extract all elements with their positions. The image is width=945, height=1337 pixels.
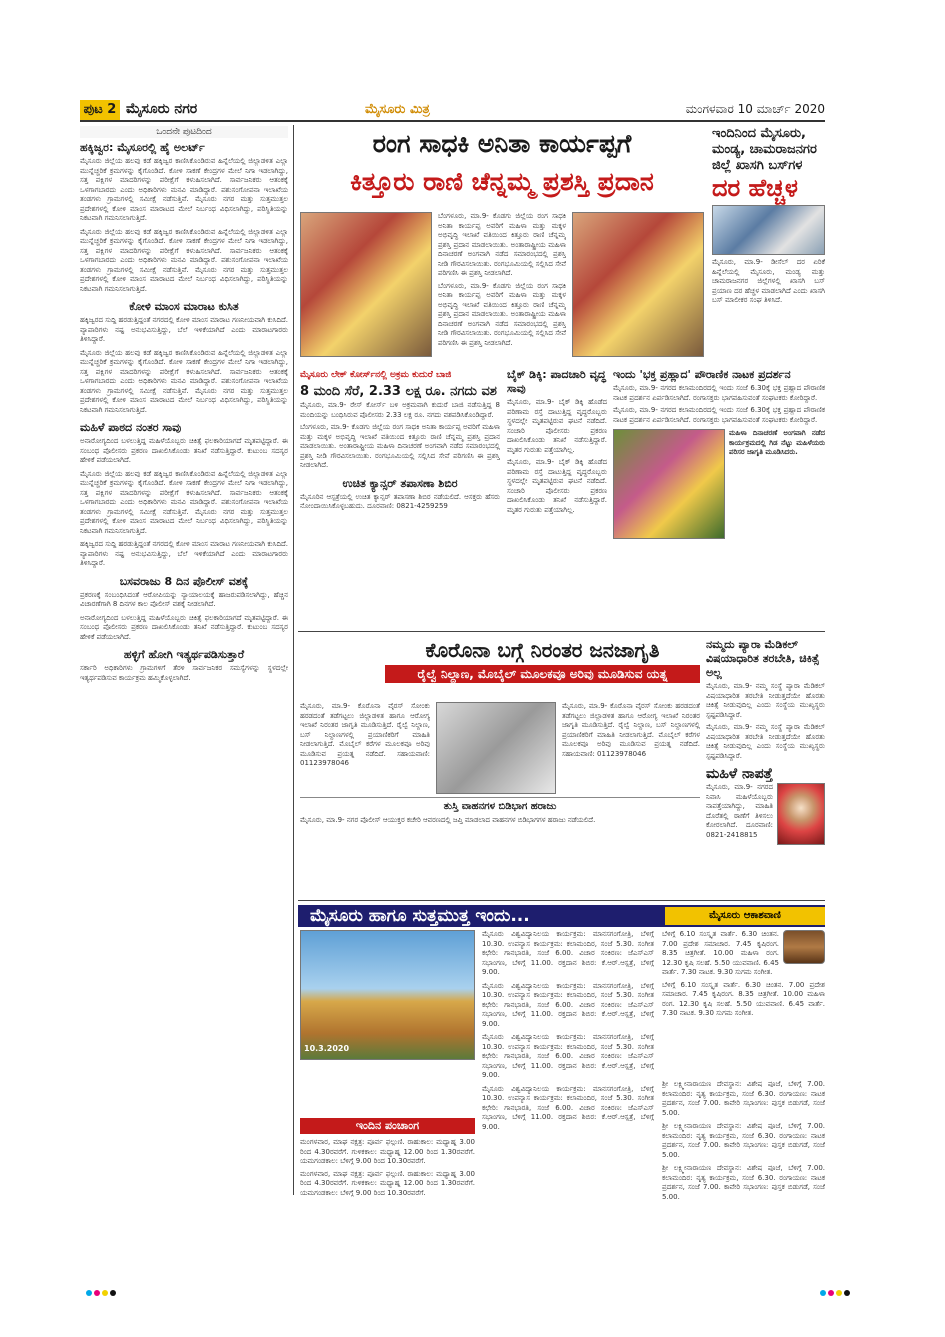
newspaper-page (80, 80, 825, 1250)
section-name: ಮೈಸೂರು ನಗರ (126, 101, 198, 117)
masthead (80, 100, 825, 122)
right-events-column (662, 1080, 825, 1230)
article-body: ಮೈಸೂರು, ಮಾ.9- ನಗರ ಪೊಲೀಸ್ ಆಯುಕ್ತರ ಕಚೇರಿ ಆವರಣದಲ್ಲಿ ಜಪ್ತಿ ಮಾಡಲಾದ ವಾಹನಗಳ ಬಿಡಿಭಾಗಗಳ ಹರಾಜು ನಡೆಯಲಿದೆ. (300, 816, 596, 824)
article-body: ಮೈಸೂರು, ಮಾ.9- ನಗರದ ಕಲಾಮಂದಿರದಲ್ಲಿ ಇಂದು ಸಂಜೆ 6.30ಕ್ಕೆ ಭಕ್ತ ಪ್ರಹ್ಲಾದ ಪೌರಾಣಿಕ ನಾಟಕ ಪ್ರದರ್ಶನ ಏರ್ಪಡಿಸಲಾಗಿದೆ. ರಂಗಾಸಕ್ತರು ಭಾಗವಹಿಸುವಂತೆ ಸಂಘಟಕರು ಕೋರಿದ್ದಾರೆ. (613, 406, 825, 424)
corona-article (300, 702, 700, 897)
awareness-photo (436, 702, 556, 794)
article-body: ಹಕ್ಕಿಜ್ವರದ ಸುದ್ದಿ ಹರಡುತ್ತಿದ್ದಂತೆ ನಗರದಲ್ಲಿ ಕೋಳಿ ಮಾಂಸ ಮಾರಾಟ ಗಣನೀಯವಾಗಿ ಕುಸಿದಿದೆ. ವ್ಯಾಪಾರಿಗಳು ನಷ್ಟ ಅನುಭವಿಸುತ್ತಿದ್ದು, ಬೆಲೆ ಇಳಿಕೆಯಾಗಿದೆ ಎಂದು ಮಾರಾಟಗಾರರು ತಿಳಿಸಿದ್ದಾರೆ. (80, 540, 288, 567)
bike-accident-headline: ಬೈಕ್ ಡಿಕ್ಕಿ: ಪಾದಚಾರಿ ವೃದ್ಧ ಸಾವು (507, 368, 606, 395)
article-body: ಮೈಸೂರು, ಮಾ.9- ನಮ್ಮ ಸಂಸ್ಥೆ ಪ್ಯಾರಾ ಮೆಡಿಕಲ್ ವಿಷಯಾಧಾರಿತ ತರಬೇತಿ ನೀಡುತ್ತದೆಯೇ ಹೊರತು ಚಿಕಿತ್ಸೆ ನೀಡುವುದಿಲ್ಲ ಎಂದು ಸಂಸ್ಥೆಯ ಮುಖ್ಯಸ್ಥರು ಸ್ಪಷ್ಟಪಡಿಸಿದ್ದಾರೆ. (706, 682, 825, 719)
lead-article (438, 212, 566, 357)
drama-headline: ಇಂದು 'ಭಕ್ತ ಪ್ರಹ್ಲಾದ' ಪೌರಾಣಿಕ ನಾಟಕ ಪ್ರದರ್ಶನ (613, 368, 791, 381)
bike-accident-article (507, 365, 607, 627)
article-body: ಮೈಸೂರು, ಮಾ.9- ಬೈಕ್ ಡಿಕ್ಕಿ ಹೊಡೆದ ಪರಿಣಾಮ ರಸ್ತೆ ದಾಟುತ್ತಿದ್ದ ವೃದ್ಧರೊಬ್ಬರು ಸ್ಥಳದಲ್ಲೇ ಮೃತಪಟ್ಟಿರುವ ಘಟನೆ ನಡೆದಿದೆ. ಸಂಚಾರಿ ಪೊಲೀಸರು ಪ್ರಕರಣ ದಾಖಲಿಸಿಕೊಂಡು ತನಿಖೆ ನಡೆಸುತ್ತಿದ್ದಾರೆ. ಮೃತರ ಗುರುತು ಪತ್ತೆಯಾಗಿಲ್ಲ. (507, 458, 607, 514)
award-winner-photo (572, 212, 704, 357)
headline-police-custody: ಬಸವರಾಜು 8 ದಿನ ಪೊಲೀಸ್ ವಶಕ್ಕೆ (119, 574, 249, 588)
article-body: ಮೈಸೂರು, ಮಾ.9- ಡೀಸೆಲ್ ದರ ಏರಿಕೆ ಹಿನ್ನೆಲೆಯಲ್ಲಿ ಮೈಸೂರು, ಮಂಡ್ಯ ಮತ್ತು ಚಾಮರಾಜನಗರ ಜಿಲ್ಲೆಗಳಲ್ಲಿ ಖಾಸಗಿ ಬಸ್ ಪ್ರಯಾಣ ದರ ಹೆಚ್ಚಳ ಮಾಡಲಾಗಿದೆ ಎಂದು ಖಾಸಗಿ ಬಸ್ ಮಾಲೀಕರ ಸಂಘ ತಿಳಿಸಿದೆ. (712, 258, 825, 304)
radio-schedule: ಬೆಳಿಗ್ಗೆ 6.10 ಸಂಸ್ಕೃತ ವಾರ್ತೆ. 6.30 ಚಿಂತನ. 7.00 ಪ್ರದೇಶ ಸಮಾಚಾರ. 7.45 ಕೃಷಿರಂಗ. 8.35 ಚಿತ್ರಗೀತೆ. 10.00 ಮಹಿಳಾ ರಂಗ. 12.30 ಕೃಷಿ ಸಲಹೆ. 5.50 ಯುವವಾಣಿ. 6.45 ವಾರ್ತೆ. 7.30 ನಾಟಕ. 9.30 ಸುಗಮ ಸಂಗೀತ. (662, 980, 825, 1017)
betting-article (300, 365, 500, 627)
medical-headline: ನಮ್ಮದು ಪ್ಯಾರಾ ಮೆಡಿಕಲ್ ವಿಷಯಾಧಾರಿತ ತರಬೇತಿ, ಚಿಕಿತ್ಸೆ ಅಲ್ಲ (706, 638, 820, 679)
article-body: ಮೈಸೂರು, ಮಾ.9- ನಗರದ ನಿವಾಸಿ ಮಹಿಳೆಯೊಬ್ಬರು ನಾಪತ್ತೆಯಾಗಿದ್ದು, ಮಾಹಿತಿ ದೊರೆತಲ್ಲಿ ಠಾಣೆಗೆ ತಿಳಿಸಲು ಕೋರಲಾಗಿದೆ. ದೂರವಾಣಿ: 0821-2418815 (706, 783, 773, 839)
article-body: ಮೈಸೂರು, ಮಾ.9- ಬೈಕ್ ಡಿಕ್ಕಿ ಹೊಡೆದ ಪರಿಣಾಮ ರಸ್ತೆ ದಾಟುತ್ತಿದ್ದ ವೃದ್ಧರೊಬ್ಬರು ಸ್ಥಳದಲ್ಲೇ ಮೃತಪಟ್ಟಿರುವ ಘಟನೆ ನಡೆದಿದೆ. ಸಂಚಾರಿ ಪೊಲೀಸರು ಪ್ರಕರಣ ದಾಖಲಿಸಿಕೊಂಡು ತನಿಖೆ ನಡೆಸುತ್ತಿದ್ದಾರೆ. ಮೃತರ ಗುರುತು ಪತ್ತೆಯಾಗಿಲ್ಲ. (507, 398, 607, 454)
article-body: ಮಂಗಳವಾರ, ಮಾಘ ನಕ್ಷತ್ರ: ಪೂರ್ವ ಫಲ್ಗುಣಿ. ರಾಹುಕಾಲ: ಮಧ್ಯಾಹ್ನ 3.00 ರಿಂದ 4.30ರವರೆಗೆ. ಗುಳಿಕಕಾಲ: ಮಧ್ಯಾಹ್ನ 12.00 ರಿಂದ 1.30ರವರೆಗೆ. ಯಮಗಂಡಕಾಲ: ಬೆಳಿಗ್ಗೆ 9.00 ರಿಂದ 10.30ರವರೆಗೆ. (300, 1138, 475, 1165)
missing-woman-headline: ಮಹಿಳೆ ನಾಪತ್ತೆ (706, 766, 773, 782)
award-ceremony-photo (300, 212, 432, 357)
bus-photo (712, 205, 825, 255)
photo-date: 10.3.2020 (304, 1044, 350, 1053)
article-body: ಹಕ್ಕಿಜ್ವರದ ಸುದ್ದಿ ಹರಡುತ್ತಿದ್ದಂತೆ ನಗರದಲ್ಲಿ ಕೋಳಿ ಮಾಂಸ ಮಾರಾಟ ಗಣನೀಯವಾಗಿ ಕುಸಿದಿದೆ. ವ್ಯಾಪಾರಿಗಳು ನಷ್ಟ ಅನುಭವಿಸುತ್ತಿದ್ದು, ಬೆಲೆ ಇಳಿಕೆಯಾಗಿದೆ ಎಂದು ಮಾರಾಟಗಾರರು ತಿಳಿಸಿದ್ದಾರೆ. (80, 316, 288, 343)
betting-headline: 8 ಮಂದಿ ಸೆರೆ, 2.33 ಲಕ್ಷ ರೂ. ನಗದು ವಶ (300, 384, 497, 399)
radio-icon (783, 930, 825, 964)
cancer-camp-headline: ಉಚಿತ ಕ್ಯಾನ್ಸರ್ ತಪಾಸಣಾ ಶಿಬಿರ (342, 476, 458, 490)
article-body: ಮೈಸೂರು ಜಿಲ್ಲೆಯ ಹಲವು ಕಡೆ ಹಕ್ಕಿಜ್ವರ ಕಾಣಿಸಿಕೊಂಡಿರುವ ಹಿನ್ನೆಲೆಯಲ್ಲಿ ಜಿಲ್ಲಾಡಳಿತ ಎಲ್ಲಾ ಮುನ್ನೆಚ್ಚರಿಕೆ ಕ್ರಮಗಳನ್ನು ಕೈಗೊಂಡಿದೆ. ಕೋಳಿ ಸಾಕಣೆ ಕೇಂದ್ರಗಳ ಮೇಲೆ ನಿಗಾ ಇಡಲಾಗಿದ್ದು, ಸತ್ತ ಪಕ್ಷಿಗಳ ಮಾದರಿಗಳನ್ನು ಪರೀಕ್ಷೆಗೆ ಕಳುಹಿಸಲಾಗಿದೆ. ಸಾರ್ವಜನಿಕರು ಆತಂಕಕ್ಕೆ ಒಳಗಾಗಬಾರದು ಎಂದು ಅಧಿಕಾರಿಗಳು ಮನವಿ ಮಾಡಿದ್ದಾರೆ. ಪಶುಸಂಗೋಪನಾ ಇಲಾಖೆಯ ತಂಡಗಳು ಗ್ರಾಮಗಳಲ್ಲಿ ಸಮೀಕ್ಷೆ ನಡೆಸುತ್ತಿವೆ. ಮೈಸೂರು ನಗರ ಮತ್ತು ಸುತ್ತಮುತ್ತಲ ಪ್ರದೇಶಗಳಲ್ಲಿ ಕೋಳಿ ಮಾಂಸ ಮಾರಾಟದ ಮೇಲೆ ನಿರ್ಬಂಧ ವಿಧಿಸಲಾಗಿದ್ದು, ಪರಿಸ್ಥಿತಿಯನ್ನು ನಿಕಟವಾಗಿ ಗಮನಿಸಲಾಗುತ್ತಿದೆ. (80, 469, 288, 535)
section-rule (298, 631, 825, 632)
page-number-tag: ಪುಟ 2 (80, 100, 120, 120)
article-body: ಪ್ರಕರಣಕ್ಕೆ ಸಂಬಂಧಿಸಿದಂತೆ ಆರೋಪಿಯನ್ನು ನ್ಯಾಯಾಲಯಕ್ಕೆ ಹಾಜರುಪಡಿಸಲಾಗಿದ್ದು, ಹೆಚ್ಚಿನ ವಿಚಾರಣೆಗಾಗಿ 8 ದಿನಗಳ ಕಾಲ ಪೊಲೀಸ್ ವಶಕ್ಕೆ ನೀಡಲಾಗಿದೆ. (80, 590, 288, 608)
headline-chicken-sales: ಕೋಳಿ ಮಾಂಸ ಮಾರಾಟ ಕುಸಿತ (129, 300, 239, 313)
kicker: ಒಂದನೇ ಪುಟದಿಂದ (80, 126, 288, 138)
corona-headline (385, 635, 700, 697)
article-body: ಮಂಗಳವಾರ, ಮಾಘ ನಕ್ಷತ್ರ: ಪೂರ್ವ ಫಲ್ಗುಣಿ. ರಾಹುಕಾಲ: ಮಧ್ಯಾಹ್ನ 3.00 ರಿಂದ 4.30ರವರೆಗೆ. ಗುಳಿಕಕಾಲ: ಮಧ್ಯಾಹ್ನ 12.00 ರಿಂದ 1.30ರವರೆಗೆ. ಯಮಗಂಡಕಾಲ: ಬೆಳಿಗ್ಗೆ 9.00 ರಿಂದ 10.30ರವರೆಗೆ. (300, 1169, 475, 1197)
radio-listings-tag: ಮೈಸೂರು ಆಕಾಶವಾಣಿ (665, 907, 825, 925)
left-column (80, 126, 288, 1231)
photo-caption: ಮಹಿಳಾ ದಿನಾಚರಣೆ ಅಂಗವಾಗಿ ನಡೆದ ಕಾರ್ಯಕ್ರಮದಲ್ಲಿ ಗಿಡ ನೆಟ್ಟು ಮಹಿಳೆಯರು ಪರಿಸರ ಜಾಗೃತಿ ಮೂಡಿಸಿದರು. (729, 429, 825, 456)
article-body: ಮೈಸೂರು, ಮಾ.9- ನಗರದ ಕಲಾಮಂದಿರದಲ್ಲಿ ಇಂದು ಸಂಜೆ 6.30ಕ್ಕೆ ಭಕ್ತ ಪ್ರಹ್ಲಾದ ಪೌರಾಣಿಕ ನಾಟಕ ಪ್ರದರ್ಶನ ಏರ್ಪಡಿಸಲಾಗಿದೆ. ರಂಗಾಸಕ್ತರು ಭಾಗವಹಿಸುವಂತೆ ಸಂಘಟಕರು ಕೋರಿದ್ದಾರೆ. (613, 384, 825, 402)
events-list: ಶ್ರೀ ಲಕ್ಷ್ಮೀನಾರಾಯಣ ದೇವಸ್ಥಾನ: ವಿಶೇಷ ಪೂಜೆ, ಬೆಳಿಗ್ಗೆ 7.00. ಕಲಾಮಂದಿರ: ನೃತ್ಯ ಕಾರ್ಯಕ್ರಮ, ಸಂಜೆ 6.30. ರಂಗಾಯಣ: ನಾಟಕ ಪ್ರದರ್ಶನ, ಸಂಜೆ 7.00. ಕಾವೇರಿ ಸಭಾಂಗಣ: ಪುಸ್ತಕ ಬಿಡುಗಡೆ, ಸಂಜೆ 5.00. (662, 1080, 825, 1117)
article-body: ಮೈಸೂರು ಜಿಲ್ಲೆಯ ಹಲವು ಕಡೆ ಹಕ್ಕಿಜ್ವರ ಕಾಣಿಸಿಕೊಂಡಿರುವ ಹಿನ್ನೆಲೆಯಲ್ಲಿ ಜಿಲ್ಲಾಡಳಿತ ಎಲ್ಲಾ ಮುನ್ನೆಚ್ಚರಿಕೆ ಕ್ರಮಗಳನ್ನು ಕೈಗೊಂಡಿದೆ. ಕೋಳಿ ಸಾಕಣೆ ಕೇಂದ್ರಗಳ ಮೇಲೆ ನಿಗಾ ಇಡಲಾಗಿದ್ದು, ಸತ್ತ ಪಕ್ಷಿಗಳ ಮಾದರಿಗಳನ್ನು ಪರೀಕ್ಷೆಗೆ ಕಳುಹಿಸಲಾಗಿದೆ. ಸಾರ್ವಜನಿಕರು ಆತಂಕಕ್ಕೆ ಒಳಗಾಗಬಾರದು ಎಂದು ಅಧಿಕಾರಿಗಳು ಮನವಿ ಮಾಡಿದ್ದಾರೆ. ಪಶುಸಂಗೋಪನಾ ಇಲಾಖೆಯ ತಂಡಗಳು ಗ್ರಾಮಗಳಲ್ಲಿ ಸಮೀಕ್ಷೆ ನಡೆಸುತ್ತಿವೆ. ಮೈಸೂರು ನಗರ ಮತ್ತು ಸುತ್ತಮುತ್ತಲ ಪ್ರದೇಶಗಳಲ್ಲಿ ಕೋಳಿ ಮಾಂಸ ಮಾರಾಟದ ಮೇಲೆ ನಿರ್ಬಂಧ ವಿಧಿಸಲಾಗಿದ್ದು, ಪರಿಸ್ಥಿತಿಯನ್ನು ನಿಕಟವಾಗಿ ಗಮನಿಸಲಾಗುತ್ತಿದೆ. (80, 348, 288, 414)
missing-woman-photo (777, 783, 825, 845)
lead-headline-line2: ಕಿತ್ತೂರು ರಾಣಿ ಚೆನ್ನಮ್ಮ ಪ್ರಶಸ್ತಿ ಪ್ರದಾನ (350, 167, 654, 196)
events-list: ಶ್ರೀ ಲಕ್ಷ್ಮೀನಾರಾಯಣ ದೇವಸ್ಥಾನ: ವಿಶೇಷ ಪೂಜೆ, ಬೆಳಿಗ್ಗೆ 7.00. ಕಲಾಮಂದಿರ: ನೃತ್ಯ ಕಾರ್ಯಕ್ರಮ, ಸಂಜೆ 6.30. ರಂಗಾಯಣ: ನಾಟಕ ಪ್ರದರ್ಶನ, ಸಂಜೆ 7.00. ಕಾವೇರಿ ಸಭಾಂಗಣ: ಪುಸ್ತಕ ಬಿಡುಗಡೆ, ಸಂಜೆ 5.00. (662, 1122, 825, 1159)
headline-village-visit: ಹಳ್ಳಿಗೆ ಹೋಗಿ ಇತ್ಯರ್ಥಪಡಿಸುತ್ತಾರೆ (123, 648, 245, 661)
events-column (482, 930, 654, 1230)
bus-fare-intro: ಇಂದಿನಿಂದ ಮೈಸೂರು, ಮಂಡ್ಯ, ಚಾಮರಾಜನಗರ ಜಿಲ್ಲೆ ಖಾಸಗಿ ಬಸ್‌ಗಳ (712, 126, 817, 173)
article-body: ಮೈಸೂರಿನ ಆಸ್ಪತ್ರೆಯಲ್ಲಿ ಉಚಿತ ಕ್ಯಾನ್ಸರ್ ತಪಾಸಣಾ ಶಿಬಿರ ನಡೆಯಲಿದೆ. ಆಸಕ್ತರು ಹೆಸರು ನೋಂದಾಯಿಸಿಕೊಳ್ಳಬಹುದು. ದೂರವಾಣಿ: 0821-4259259 (300, 492, 500, 510)
article-body: ಮೈಸೂರು ಜಿಲ್ಲೆಯ ಹಲವು ಕಡೆ ಹಕ್ಕಿಜ್ವರ ಕಾಣಿಸಿಕೊಂಡಿರುವ ಹಿನ್ನೆಲೆಯಲ್ಲಿ ಜಿಲ್ಲಾಡಳಿತ ಎಲ್ಲಾ ಮುನ್ನೆಚ್ಚರಿಕೆ ಕ್ರಮಗಳನ್ನು ಕೈಗೊಂಡಿದೆ. ಕೋಳಿ ಸಾಕಣೆ ಕೇಂದ್ರಗಳ ಮೇಲೆ ನಿಗಾ ಇಡಲಾಗಿದ್ದು, ಸತ್ತ ಪಕ್ಷಿಗಳ ಮಾದರಿಗಳನ್ನು ಪರೀಕ್ಷೆಗೆ ಕಳುಹಿಸಲಾಗಿದೆ. ಸಾರ್ವಜನಿಕರು ಆತಂಕಕ್ಕೆ ಒಳಗಾಗಬಾರದು ಎಂದು ಅಧಿಕಾರಿಗಳು ಮನವಿ ಮಾಡಿದ್ದಾರೆ. ಪಶುಸಂಗೋಪನಾ ಇಲಾಖೆಯ ತಂಡಗಳು ಗ್ರಾಮಗಳಲ್ಲಿ ಸಮೀಕ್ಷೆ ನಡೆಸುತ್ತಿವೆ. ಮೈಸೂರು ನಗರ ಮತ್ತು ಸುತ್ತಮುತ್ತಲ ಪ್ರದೇಶಗಳಲ್ಲಿ ಕೋಳಿ ಮಾಂಸ ಮಾರಾಟದ ಮೇಲೆ ನಿರ್ಬಂಧ ವಿಧಿಸಲಾಗಿದ್ದು, ಪರಿಸ್ಥಿತಿಯನ್ನು ನಿಕಟವಾಗಿ ಗಮನಿಸಲಾಗುತ್ತಿದೆ. (80, 227, 288, 293)
plantation-photo (613, 429, 725, 539)
bus-fare-headline: ದರ ಹೆಚ್ಚಳ (712, 174, 798, 202)
dateline: ಮಂಗಳವಾರ 10 ಮಾರ್ಚ್ 2020 (685, 102, 825, 116)
events-list: ಮೈಸೂರು ವಿಶ್ವವಿದ್ಯಾನಿಲಯ ಕಾರ್ಯಕ್ರಮ: ಮಾನಸಗಂಗೋತ್ರಿ, ಬೆಳಿಗ್ಗೆ 10.30. ಉಪನ್ಯಾಸ ಕಾರ್ಯಕ್ರಮ: ಕಲಾಮಂದಿರ, ಸಂಜೆ 5.30. ಸಂಗೀತ ಕಛೇರಿ: ಗಾನಭಾರತಿ, ಸಂಜೆ 6.00. ವಿಚಾರ ಸಂಕಿರಣ: ಜೆಎಸ್ಎಸ್ ಸಭಾಂಗಣ, ಬೆಳಿಗ್ಗೆ 11.00. ರಕ್ತದಾನ ಶಿಬಿರ: ಕೆ.ಆರ್.ಆಸ್ಪತ್ರೆ, ಬೆಳಿಗ್ಗೆ 9.00. (482, 1033, 654, 1079)
section-rule (298, 900, 825, 901)
registration-marks-right (820, 1290, 850, 1296)
events-list: ಮೈಸೂರು ವಿಶ್ವವಿದ್ಯಾನಿಲಯ ಕಾರ್ಯಕ್ರಮ: ಮಾನಸಗಂಗೋತ್ರಿ, ಬೆಳಿಗ್ಗೆ 10.30. ಉಪನ್ಯಾಸ ಕಾರ್ಯಕ್ರಮ: ಕಲಾಮಂದಿರ, ಸಂಜೆ 5.30. ಸಂಗೀತ ಕಛೇರಿ: ಗಾನಭಾರತಿ, ಸಂಜೆ 6.00. ವಿಚಾರ ಸಂಕಿರಣ: ಜೆಎಸ್ಎಸ್ ಸಭಾಂಗಣ, ಬೆಳಿಗ್ಗೆ 11.00. ರಕ್ತದಾನ ಶಿಬಿರ: ಕೆ.ಆರ್.ಆಸ್ಪತ್ರೆ, ಬೆಳಿಗ್ಗೆ 9.00. (482, 930, 654, 976)
corona-subtitle: ರೈಲ್ವೆ ನಿಲ್ದಾಣ, ಮೊಬೈಲ್ ಮೂಲಕವೂ ಅರಿವು ಮೂಡಿಸುವ ಯತ್ನ (385, 665, 700, 683)
article-body: ಬೆಂಗಳೂರು, ಮಾ.9- ಕೊಡಗು ಜಿಲ್ಲೆಯ ರಂಗ ಸಾಧಕಿ ಅನಿತಾ ಕಾರ್ಯಪ್ಪ ಅವರಿಗೆ ಮಹಿಳಾ ಮತ್ತು ಮಕ್ಕಳ ಅಭಿವೃದ್ಧಿ ಇಲಾಖೆ ವತಿಯಿಂದ ಕಿತ್ತೂರು ರಾಣಿ ಚೆನ್ನಮ್ಮ ಪ್ರಶಸ್ತಿ ಪ್ರದಾನ ಮಾಡಲಾಯಿತು. ಅಂತಾರಾಷ್ಟ್ರೀಯ ಮಹಿಳಾ ದಿನಾಚರಣೆ ಅಂಗವಾಗಿ ನಡೆದ ಸಮಾರಂಭದಲ್ಲಿ ಪ್ರಶಸ್ತಿ ನೀಡಿ ಗೌರವಿಸಲಾಯಿತು. ರಂಗಭೂಮಿಯಲ್ಲಿ ಸಲ್ಲಿಸಿದ ಸೇವೆ ಪರಿಗಣಿಸಿ ಈ ಪ್ರಶಸ್ತಿ ನೀಡಲಾಗಿದೆ. (438, 281, 566, 347)
article-body: ಅನಾರೋಗ್ಯದಿಂದ ಬಳಲುತ್ತಿದ್ದ ಮಹಿಳೆಯೊಬ್ಬರು ಚಿಕಿತ್ಸೆ ಫಲಕಾರಿಯಾಗದೆ ಮೃತಪಟ್ಟಿದ್ದಾರೆ. ಈ ಸಂಬಂಧ ಪೊಲೀಸರು ಪ್ರಕರಣ ದಾಖಲಿಸಿಕೊಂಡು ತನಿಖೆ ನಡೆಸುತ್ತಿದ್ದಾರೆ. ಕುಟುಂಬ ಸದಸ್ಯರ ಹೇಳಿಕೆ ಪಡೆಯಲಾಗಿದೆ. (80, 437, 288, 464)
bus-fare-box (712, 126, 825, 358)
article-body: ಮೈಸೂರು, ಮಾ.9- ರೇಸ್ ಕೋರ್ಸ್ ಬಳಿ ಅಕ್ರಮವಾಗಿ ಕುದುರೆ ಬಾಜಿ ನಡೆಸುತ್ತಿದ್ದ 8 ಮಂದಿಯನ್ನು ಬಂಧಿಸಿರುವ ಪೊಲೀಸರು 2.33 ಲಕ್ಷ ರೂ. ನಗದು ವಶಪಡಿಸಿಕೊಂಡಿದ್ದಾರೆ. (300, 401, 500, 419)
registration-marks-left (86, 1290, 116, 1296)
headline-bird-flu: ಹಕ್ಕಿಜ್ವರ: ಮೈಸೂರಲ್ಲಿ ಹೈ ಅಲರ್ಟ್ (80, 141, 205, 154)
radio-schedule: ಬೆಳಿಗ್ಗೆ 6.10 ಸಂಸ್ಕೃತ ವಾರ್ತೆ. 6.30 ಚಿಂತನ. 7.00 ಪ್ರದೇಶ ಸಮಾಚಾರ. 7.45 ಕೃಷಿರಂಗ. 8.35 ಚಿತ್ರಗೀತೆ. 10.00 ಮಹಿಳಾ ರಂಗ. 12.30 ಕೃಷಿ ಸಲಹೆ. 5.50 ಯುವವಾಣಿ. 6.45 ವಾರ್ತೆ. 7.30 ನಾಟಕ. 9.30 ಸುಗಮ ಸಂಗೀತ. (662, 930, 779, 976)
panchanga-body (300, 1138, 475, 1230)
article-body: ಅನಾರೋಗ್ಯದಿಂದ ಬಳಲುತ್ತಿದ್ದ ಮಹಿಳೆಯೊಬ್ಬರು ಚಿಕಿತ್ಸೆ ಫಲಕಾರಿಯಾಗದೆ ಮೃತಪಟ್ಟಿದ್ದಾರೆ. ಈ ಸಂಬಂಧ ಪೊಲೀಸರು ಪ್ರಕರಣ ದಾಖಲಿಸಿಕೊಂಡು ತನಿಖೆ ನಡೆಸುತ್ತಿದ್ದಾರೆ. ಕುಟುಂಬ ಸದಸ್ಯರ ಹೇಳಿಕೆ ಪಡೆಯಲಾಗಿದೆ. (80, 613, 288, 641)
medical-article (706, 635, 825, 897)
article-body: ಸರ್ಕಾರಿ ಅಧಿಕಾರಿಗಳು ಗ್ರಾಮಗಳಿಗೆ ತೆರಳಿ ಸಾರ್ವಜನಿಕರ ಸಮಸ್ಯೆಗಳನ್ನು ಸ್ಥಳದಲ್ಲೇ ಇತ್ಯರ್ಥಪಡಿಸುವ ಕಾರ್ಯಕ್ರಮ ಹಮ್ಮಿಕೊಳ್ಳಲಾಗಿದೆ. (80, 664, 288, 682)
today-listings-band: ಮೈಸೂರು ಹಾಗೂ ಸುತ್ತಮುತ್ತ ಇಂದು... (298, 905, 825, 927)
article-body: ಬೆಂಗಳೂರು, ಮಾ.9- ಕೊಡಗು ಜಿಲ್ಲೆಯ ರಂಗ ಸಾಧಕಿ ಅನಿತಾ ಕಾರ್ಯಪ್ಪ ಅವರಿಗೆ ಮಹಿಳಾ ಮತ್ತು ಮಕ್ಕಳ ಅಭಿವೃದ್ಧಿ ಇಲಾಖೆ ವತಿಯಿಂದ ಕಿತ್ತೂರು ರಾಣಿ ಚೆನ್ನಮ್ಮ ಪ್ರಶಸ್ತಿ ಪ್ರದಾನ ಮಾಡಲಾಯಿತು. ಅಂತಾರಾಷ್ಟ್ರೀಯ ಮಹಿಳಾ ದಿನಾಚರಣೆ ಅಂಗವಾಗಿ ನಡೆದ ಸಮಾರಂಭದಲ್ಲಿ ಪ್ರಶಸ್ತಿ ನೀಡಿ ಗೌರವಿಸಲಾಯಿತು. ರಂಗಭೂಮಿಯಲ್ಲಿ ಸಲ್ಲಿಸಿದ ಸೇವೆ ಪರಿಗಣಿಸಿ ಈ ಪ್ರಶಸ್ತಿ ನೀಡಲಾಗಿದೆ. (300, 423, 500, 469)
events-list: ಮೈಸೂರು ವಿಶ್ವವಿದ್ಯಾನಿಲಯ ಕಾರ್ಯಕ್ರಮ: ಮಾನಸಗಂಗೋತ್ರಿ, ಬೆಳಿಗ್ಗೆ 10.30. ಉಪನ್ಯಾಸ ಕಾರ್ಯಕ್ರಮ: ಕಲಾಮಂದಿರ, ಸಂಜೆ 5.30. ಸಂಗೀತ ಕಛೇರಿ: ಗಾನಭಾರತಿ, ಸಂಜೆ 6.00. ವಿಚಾರ ಸಂಕಿರಣ: ಜೆಎಸ್ಎಸ್ ಸಭಾಂಗಣ, ಬೆಳಿಗ್ಗೆ 11.00. ರಕ್ತದಾನ ಶಿಬಿರ: ಕೆ.ಆರ್.ಆಸ್ಪತ್ರೆ, ಬೆಳಿಗ್ಗೆ 9.00. (482, 1084, 654, 1131)
headline-woman-death: ಮಹಿಳೆ ಪಾಠದ ನಂತರ ಸಾವು (80, 421, 182, 434)
betting-kicker: ಮೈಸೂರು ಲೇಕ್ ಕೋರ್ಸ್‌ನಲ್ಲಿ ಅಕ್ರಮ ಕುದುರೆ ಬಾಜಿ (300, 370, 452, 380)
panchanga-title: ಇಂದಿನ ಪಂಚಾಂಗ (300, 1118, 475, 1134)
article-body: ಬೆಂಗಳೂರು, ಮಾ.9- ಕೊಡಗು ಜಿಲ್ಲೆಯ ರಂಗ ಸಾಧಕಿ ಅನಿತಾ ಕಾರ್ಯಪ್ಪ ಅವರಿಗೆ ಮಹಿಳಾ ಮತ್ತು ಮಕ್ಕಳ ಅಭಿವೃದ್ಧಿ ಇಲಾಖೆ ವತಿಯಿಂದ ಕಿತ್ತೂರು ರಾಣಿ ಚೆನ್ನಮ್ಮ ಪ್ರಶಸ್ತಿ ಪ್ರದಾನ ಮಾಡಲಾಯಿತು. ಅಂತಾರಾಷ್ಟ್ರೀಯ ಮಹಿಳಾ ದಿನಾಚರಣೆ ಅಂಗವಾಗಿ ನಡೆದ ಸಮಾರಂಭದಲ್ಲಿ ಪ್ರಶಸ್ತಿ ನೀಡಿ ಗೌರವಿಸಲಾಯಿತು. ರಂಗಭೂಮಿಯಲ್ಲಿ ಸಲ್ಲಿಸಿದ ಸೇವೆ ಪರಿಗಣಿಸಿ ಈ ಪ್ರಶಸ್ತಿ ನೀಡಲಾಗಿದೆ. (438, 212, 566, 277)
events-list: ಶ್ರೀ ಲಕ್ಷ್ಮೀನಾರಾಯಣ ದೇವಸ್ಥಾನ: ವಿಶೇಷ ಪೂಜೆ, ಬೆಳಿಗ್ಗೆ 7.00. ಕಲಾಮಂದಿರ: ನೃತ್ಯ ಕಾರ್ಯಕ್ರಮ, ಸಂಜೆ 6.30. ರಂಗಾಯಣ: ನಾಟಕ ಪ್ರದರ್ಶನ, ಸಂಜೆ 7.00. ಕಾವೇರಿ ಸಭಾಂಗಣ: ಪುಸ್ತಕ ಬಿಡುಗಡೆ, ಸಂಜೆ 5.00. (662, 1164, 825, 1201)
column-rule (293, 125, 294, 1195)
article-body: ಮೈಸೂರು, ಮಾ.9- ಕೊರೊನಾ ವೈರಸ್ ಸೋಂಕು ಹರಡದಂತೆ ತಡೆಗಟ್ಟಲು ಜಿಲ್ಲಾಡಳಿತ ಹಾಗೂ ಆರೋಗ್ಯ ಇಲಾಖೆ ನಿರಂತರ ಜಾಗೃತಿ ಮೂಡಿಸುತ್ತಿದೆ. ರೈಲ್ವೆ ನಿಲ್ದಾಣ, ಬಸ್ ನಿಲ್ದಾಣಗಳಲ್ಲಿ ಪ್ರಯಾಣಿಕರಿಗೆ ಮಾಹಿತಿ ನೀಡಲಾಗುತ್ತಿದೆ. ಮೊಬೈಲ್ ಕರೆಗಳ ಮೂಲಕವೂ ಅರಿವು ಮೂಡಿಸುವ ಪ್ರಯತ್ನ ನಡೆದಿದೆ. ಸಹಾಯವಾಣಿ: 01123978046 (562, 702, 700, 758)
article-body: ಮೈಸೂರು, ಮಾ.9- ಕೊರೊನಾ ವೈರಸ್ ಸೋಂಕು ಹರಡದಂತೆ ತಡೆಗಟ್ಟಲು ಜಿಲ್ಲಾಡಳಿತ ಹಾಗೂ ಆರೋಗ್ಯ ಇಲಾಖೆ ನಿರಂತರ ಜಾಗೃತಿ ಮೂಡಿಸುತ್ತಿದೆ. ರೈಲ್ವೆ ನಿಲ್ದಾಣ, ಬಸ್ ನಿಲ್ದಾಣಗಳಲ್ಲಿ ಪ್ರಯಾಣಿಕರಿಗೆ ಮಾಹಿತಿ ನೀಡಲಾಗುತ್ತಿದೆ. ಮೊಬೈಲ್ ಕರೆಗಳ ಮೂಲಕವೂ ಅರಿವು ಮೂಡಿಸುವ ಪ್ರಯತ್ನ ನಡೆದಿದೆ. ಸಹಾಯವಾಣಿ: 01123978046 (300, 702, 430, 767)
radio-column (662, 930, 825, 1075)
newspaper-brand: ಮೈಸೂರು ಮಿತ್ರ (365, 102, 430, 117)
lead-headline (298, 125, 706, 207)
article-body: ಮೈಸೂರು ಜಿಲ್ಲೆಯ ಹಲವು ಕಡೆ ಹಕ್ಕಿಜ್ವರ ಕಾಣಿಸಿಕೊಂಡಿರುವ ಹಿನ್ನೆಲೆಯಲ್ಲಿ ಜಿಲ್ಲಾಡಳಿತ ಎಲ್ಲಾ ಮುನ್ನೆಚ್ಚರಿಕೆ ಕ್ರಮಗಳನ್ನು ಕೈಗೊಂಡಿದೆ. ಕೋಳಿ ಸಾಕಣೆ ಕೇಂದ್ರಗಳ ಮೇಲೆ ನಿಗಾ ಇಡಲಾಗಿದ್ದು, ಸತ್ತ ಪಕ್ಷಿಗಳ ಮಾದರಿಗಳನ್ನು ಪರೀಕ್ಷೆಗೆ ಕಳುಹಿಸಲಾಗಿದೆ. ಸಾರ್ವಜನಿಕರು ಆತಂಕಕ್ಕೆ ಒಳಗಾಗಬಾರದು ಎಂದು ಅಧಿಕಾರಿಗಳು ಮನವಿ ಮಾಡಿದ್ದಾರೆ. ಪಶುಸಂಗೋಪನಾ ಇಲಾಖೆಯ ತಂಡಗಳು ಗ್ರಾಮಗಳಲ್ಲಿ ಸಮೀಕ್ಷೆ ನಡೆಸುತ್ತಿವೆ. ಮೈಸೂರು ನಗರ ಮತ್ತು ಸುತ್ತಮುತ್ತಲ ಪ್ರದೇಶಗಳಲ್ಲಿ ಕೋಳಿ ಮಾಂಸ ಮಾರಾಟದ ಮೇಲೆ ನಿರ್ಬಂಧ ವಿಧಿಸಲಾಗಿದ್ದು, ಪರಿಸ್ಥಿತಿಯನ್ನು ನಿಕಟವಾಗಿ ಗಮನಿಸಲಾಗುತ್ತಿದೆ. (80, 157, 288, 222)
lead-headline-line1: ರಂಗ ಸಾಧಕಿ ಅನಿತಾ ಕಾರ್ಯಪ್ಪಗೆ (372, 129, 632, 158)
article-body: ಮೈಸೂರು, ಮಾ.9- ನಮ್ಮ ಸಂಸ್ಥೆ ಪ್ಯಾರಾ ಮೆಡಿಕಲ್ ವಿಷಯಾಧಾರಿತ ತರಬೇತಿ ನೀಡುತ್ತದೆಯೇ ಹೊರತು ಚಿಕಿತ್ಸೆ ನೀಡುವುದಿಲ್ಲ ಎಂದು ಸಂಸ್ಥೆಯ ಮುಖ್ಯಸ್ಥರು ಸ್ಪಷ್ಟಪಡಿಸಿದ್ದಾರೆ. (706, 723, 825, 760)
corona-title: ಕೊರೊನಾ ಬಗ್ಗೆ ನಿರಂತರ ಜನಜಾಗೃತಿ (425, 638, 660, 662)
events-list: ಮೈಸೂರು ವಿಶ್ವವಿದ್ಯಾನಿಲಯ ಕಾರ್ಯಕ್ರಮ: ಮಾನಸಗಂಗೋತ್ರಿ, ಬೆಳಿಗ್ಗೆ 10.30. ಉಪನ್ಯಾಸ ಕಾರ್ಯಕ್ರಮ: ಕಲಾಮಂದಿರ, ಸಂಜೆ 5.30. ಸಂಗೀತ ಕಛೇರಿ: ಗಾನಭಾರತಿ, ಸಂಜೆ 6.00. ವಿಚಾರ ಸಂಕಿರಣ: ಜೆಎಸ್ಎಸ್ ಸಭಾಂಗಣ, ಬೆಳಿಗ್ಗೆ 11.00. ರಕ್ತದಾನ ಶಿಬಿರ: ಕೆ.ಆರ್.ಆಸ್ಪತ್ರೆ, ಬೆಳಿಗ್ಗೆ 9.00. (482, 981, 654, 1028)
vehicle-auction-headline: ತುಸ್ತಿ ವಾಹನಗಳ ಬಿಡಿಭಾಗ ಹರಾಜು (300, 797, 700, 814)
mysore-palace-photo (300, 930, 475, 1060)
drama-article (613, 365, 825, 627)
